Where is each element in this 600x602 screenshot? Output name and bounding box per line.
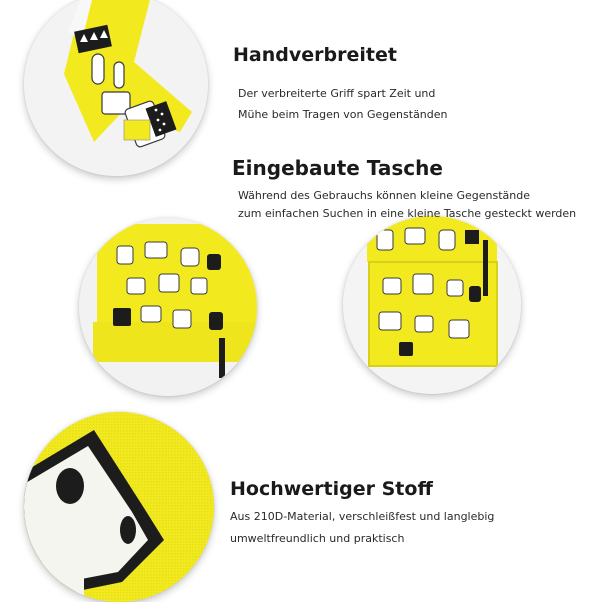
- section-desc-fabric-line1: Aus 210D-Material, verschleißfest und langlebig: [230, 510, 495, 523]
- pocket-photo-icon: [79, 218, 257, 396]
- pocket-photo-icon: [343, 216, 521, 394]
- section-desc-pocket-line1: Während des Gebrauchs können kleine Gegenstände: [238, 189, 531, 202]
- section-title-pocket: Eingebaute Tasche: [232, 156, 443, 180]
- section-desc-handle-line2: Mühe beim Tragen von Gegenständen: [238, 108, 448, 121]
- handle-photo-icon: [24, 0, 208, 176]
- section-desc-pocket-line2: zum einfachen Suchen in eine kleine Tasche gesteckt werden: [238, 207, 577, 220]
- pocket-photo-right: [343, 216, 521, 394]
- pocket-photo-left: [79, 218, 257, 396]
- handle-photo: [24, 0, 208, 176]
- fabric-photo-icon: [24, 412, 214, 602]
- section-desc-handle-line1: Der verbreiterte Griff spart Zeit und: [238, 87, 436, 100]
- section-title-handle: Handverbreitet: [233, 44, 397, 66]
- fabric-photo: [24, 412, 214, 602]
- section-desc-fabric-line2: umweltfreundlich und praktisch: [230, 532, 405, 545]
- section-title-fabric: Hochwertiger Stoff: [230, 478, 433, 500]
